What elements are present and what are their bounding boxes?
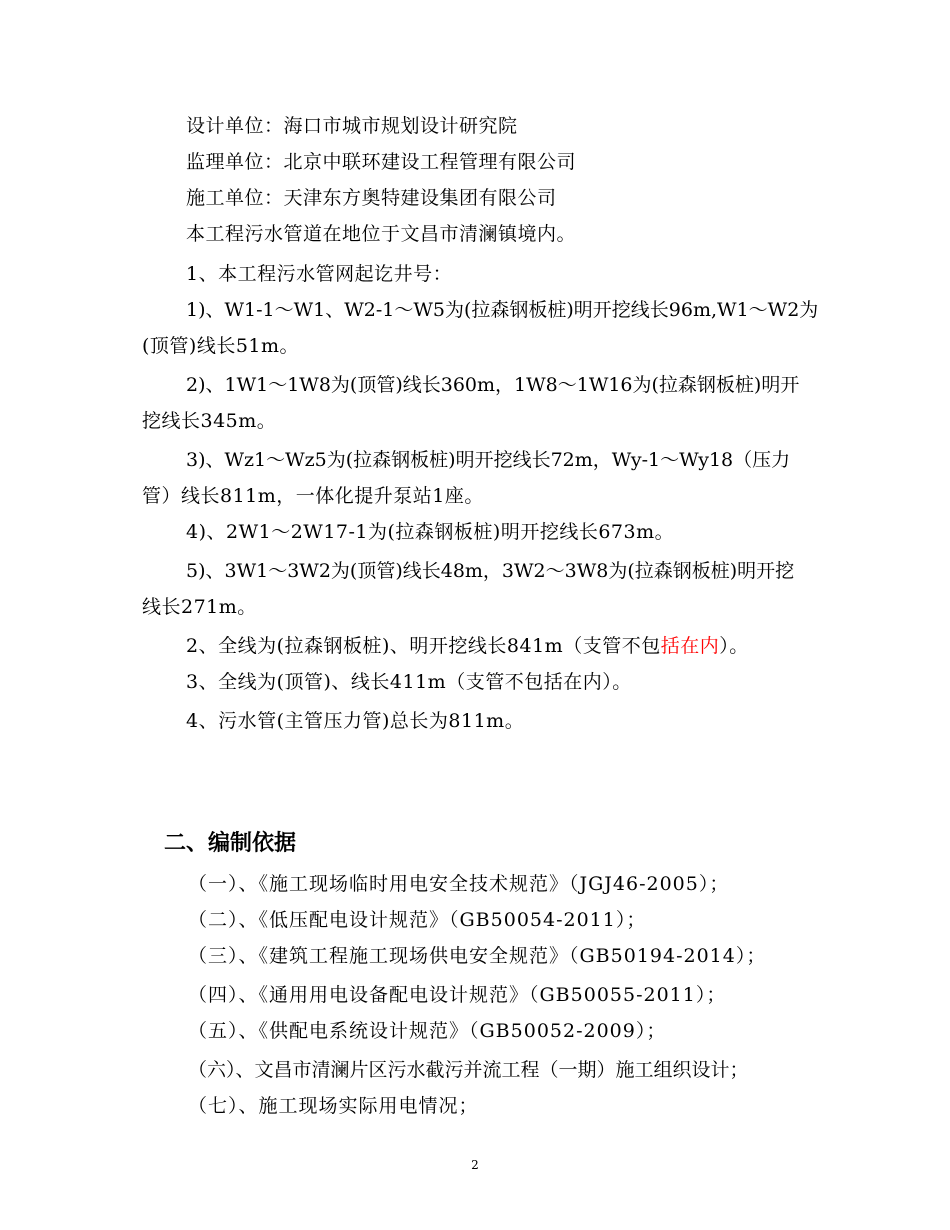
full-line-sheet-pile-text: 2、全线为(拉森钢板桩)、明开挖线长841m（支管不包 (186, 635, 661, 657)
page-number: 2 (471, 1158, 479, 1172)
basis-item: （六）、文昌市清澜片区污水截污并流工程（一期）施工组织设计； (188, 1059, 749, 1081)
pipe-item-3-line-1: 3)、Wz1～Wz5为(拉森钢板桩)明开挖线长72m，Wy-1～Wy18（压力 (186, 449, 791, 471)
pipe-network-title: 1、本工程污水管网起讫井号： (186, 263, 453, 285)
pipe-item-1-line-1: 1)、W1-1～W1、W2-1～W5为(拉森钢板桩)明开挖线长96m,W1～W2为 (186, 299, 819, 321)
pipe-item-2-line-1: 2)、1W1～1W8为(顶管)线长360m，1W8～1W16为(拉森钢板桩)明开 (186, 374, 800, 396)
basis-item: （五）、《供配电系统设计规范》（GB50052-2009）； (188, 1020, 667, 1042)
pipe-item-1-line-2: (顶管)线长51m。 (142, 335, 300, 357)
sewage-total-length: 4、污水管(主管压力管)总长为811m。 (186, 710, 525, 732)
basis-item: （三）、《建筑工程施工现场供电安全规范》（GB50194-2014）； (188, 945, 767, 967)
highlighted-text: 括在内 (660, 635, 720, 657)
pipe-item-2-line-2: 挖线长345m。 (142, 410, 277, 432)
design-unit-line: 设计单位：海口市城市规划设计研究院 (186, 115, 518, 137)
basis-item: （七）、施工现场实际用电情况； (188, 1095, 479, 1117)
pipe-item-3-line-2: 管）线长811m，一体化提升泵站1座。 (142, 485, 484, 507)
basis-item: （一）、《施工现场临时用电安全技术规范》（JGJ46-2005）； (188, 873, 730, 895)
full-line-sheet-pile-end: ）。 (719, 635, 749, 657)
basis-heading: 二、编制依据 (164, 831, 297, 856)
full-line-pipe-jacking: 3、全线为(顶管)、线长411m（支管不包括在内）。 (186, 671, 632, 693)
project-location-line: 本工程污水管道在地位于文昌市清澜镇境内。 (186, 223, 577, 245)
construction-unit-line: 施工单位：天津东方奥特建设集团有限公司 (186, 187, 557, 209)
full-line-sheet-pile (186, 634, 749, 658)
supervision-unit-line: 监理单位：北京中联环建设工程管理有限公司 (186, 151, 577, 173)
pipe-item-5-line-2: 线长271m。 (142, 596, 257, 618)
basis-item: （四）、《通用用电设备配电设计规范》（GB50055-2011）； (188, 984, 727, 1006)
pipe-item-4-line: 4)、2W1～2W17-1为(拉森钢板桩)明开挖线长673m。 (186, 521, 675, 543)
basis-item: （二）、《低压配电设计规范》（GB50054-2011）； (188, 909, 647, 931)
pipe-item-5-line-1: 5)、3W1～3W2为(顶管)线长48m，3W2～3W8为(拉森钢板桩)明开挖 (186, 560, 795, 582)
